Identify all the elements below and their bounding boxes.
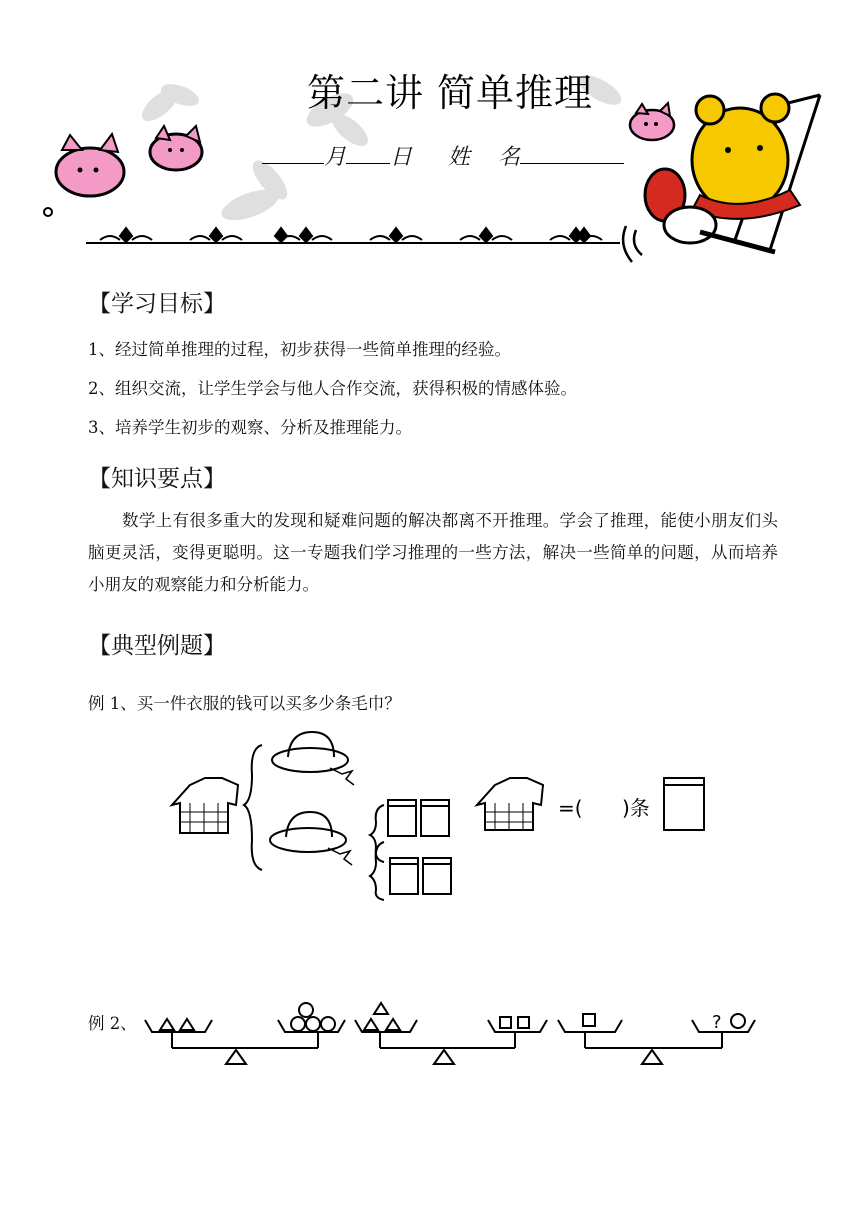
balance-scale-3 (558, 1014, 755, 1064)
name-label: 姓 名 (448, 145, 521, 170)
goal-item: 2、组织交流，让学生学会与他人合作交流，获得积极的情感体验。 (88, 379, 577, 398)
balance-scale-2 (355, 1003, 547, 1064)
knowledge-paragraph: 数学上有很多重大的发现和疑难问题的解决都离不开推理。学会了推理，能使小朋友们头脑更灵活，变得更聪明。这一专题我们学习推理的一些方法，解决一些简单的问题，从而培养小朋友的观察能力和分析能力。 (88, 511, 778, 594)
example-1-prompt: 例 1、买一件衣服的钱可以买多少条毛巾？ (88, 694, 401, 713)
goals-heading: 【学习目标】 (88, 291, 226, 317)
page-title: 第二讲 简单推理 (306, 71, 594, 115)
month-label: 月 (324, 145, 347, 170)
examples-heading: 【典型例题】 (88, 633, 226, 659)
day-label: 日 (390, 145, 413, 170)
question-mark: ? (712, 1012, 722, 1033)
goal-item: 3、培养学生初步的观察、分析及推理能力。 (88, 418, 412, 437)
knowledge-heading: 【知识要点】 (88, 466, 226, 492)
equation-open: =( (558, 796, 583, 820)
equation-close: )条 (622, 796, 650, 820)
balance-scale-1 (145, 1003, 345, 1064)
goal-item: 1、经过简单推理的过程，初步获得一些简单推理的经验。 (88, 340, 511, 359)
example-2-prompt: 例 2、 (88, 1014, 137, 1033)
